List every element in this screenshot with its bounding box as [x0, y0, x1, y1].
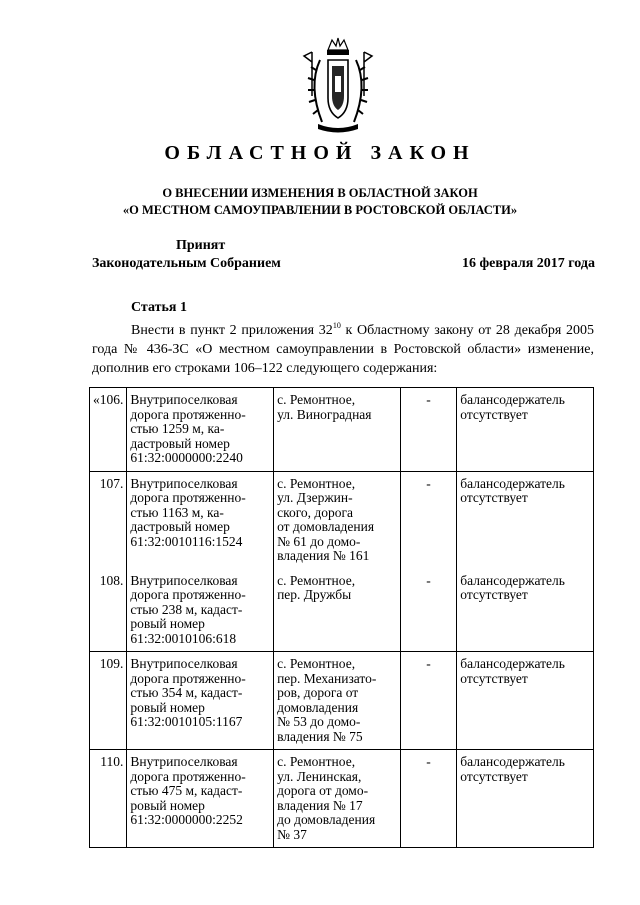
document-subtitle-line-1: О ВНЕСЕНИИ ИЗМЕНЕНИЯ В ОБЛАСТНОЙ ЗАКОН	[162, 186, 478, 200]
holder-line: балансодержатель	[460, 475, 565, 491]
document-title: ОБЛАСТНОЙ ЗАКОН	[164, 142, 476, 164]
roads-table-body	[90, 388, 594, 848]
object-line: Внутрипоселковая	[130, 572, 238, 588]
address-line: пер. Механизато-	[277, 670, 377, 686]
table-row	[90, 388, 594, 472]
row-number: 110.	[100, 754, 124, 769]
object-line: Внутрипоселковая	[130, 656, 238, 671]
address-line: до домовладения	[277, 812, 376, 827]
holder-line: отсутствует	[460, 406, 528, 422]
address-cell	[274, 750, 401, 848]
object-line: стью 238 м, кадаст-	[130, 601, 243, 617]
object-cell	[127, 569, 274, 652]
object-line: дорога протяженно-	[130, 670, 246, 686]
row-number-cell	[90, 471, 127, 569]
holder-cell	[457, 471, 594, 569]
address-cell	[274, 569, 401, 652]
dash-value: -	[426, 754, 431, 769]
object-line: дорога протяженно-	[130, 490, 246, 505]
object-line: 61:32:0000000:2252	[130, 812, 243, 827]
object-line: стью 1259 м, ка-	[130, 421, 225, 436]
holder-cell	[457, 750, 594, 848]
address-line: с. Ремонтное,	[277, 572, 356, 588]
holder-line: отсутствует	[460, 768, 528, 784]
address-line: пер. Дружбы	[277, 587, 352, 602]
dash-value: -	[426, 656, 431, 671]
holder-line: отсутствует	[460, 670, 528, 686]
dash-value: -	[426, 392, 431, 407]
holder-cell	[457, 569, 594, 652]
row-number-cell	[90, 750, 127, 848]
holder-line: отсутствует	[460, 490, 528, 505]
article-text-prefix: Внести в пункт 2 приложения 32	[131, 323, 333, 338]
address-line: дорога от домо-	[277, 783, 369, 798]
dash-cell	[400, 569, 456, 652]
roads-table	[89, 387, 594, 848]
document-subtitle-line-2: «О МЕСТНОМ САМОУПРАВЛЕНИИ В РОСТОВСКОЙ ОБЛАСТИ»	[122, 203, 518, 217]
address-line: ул. Дзержин-	[277, 490, 353, 505]
object-line: Внутрипоселковая	[130, 392, 238, 407]
holder-line: балансодержатель	[460, 392, 565, 407]
dash-value: -	[426, 572, 431, 588]
object-line: Внутрипоселковая	[130, 475, 238, 491]
table-row	[90, 652, 594, 750]
address-line: № 61 до домо-	[277, 533, 361, 549]
object-cell	[127, 652, 274, 750]
object-line: дорога протяженно-	[130, 768, 246, 784]
dash-cell	[400, 471, 456, 569]
table-row	[90, 471, 594, 569]
address-line: с. Ремонтное,	[277, 656, 356, 671]
table-row	[90, 750, 594, 848]
holder-cell	[457, 652, 594, 750]
coat-of-arms-emblem	[298, 36, 378, 136]
object-cell	[127, 471, 274, 569]
holder-line: балансодержатель	[460, 572, 565, 588]
address-line: с. Ремонтное,	[277, 475, 356, 491]
object-cell	[127, 388, 274, 472]
dash-cell	[400, 652, 456, 750]
dash-cell	[400, 750, 456, 848]
object-line: 61:32:0010105:1167	[130, 714, 243, 729]
row-number-cell	[90, 388, 127, 472]
adopted-by: Законодательным Собранием	[92, 256, 281, 271]
row-number: «106.	[93, 392, 124, 407]
holder-line: балансодержатель	[460, 656, 565, 671]
address-line: ул. Виноградная	[277, 406, 372, 422]
object-line: ровый номер	[130, 616, 205, 631]
holder-line: отсутствует	[460, 587, 528, 602]
row-number-cell	[90, 652, 127, 750]
adopted-date: 16 февраля 2017 года	[462, 256, 595, 271]
object-line: дорога протяженно-	[130, 587, 246, 602]
address-line: владения № 161	[277, 548, 370, 563]
row-number-cell	[90, 569, 127, 652]
article-text	[92, 321, 594, 378]
object-line: 61:32:0010116:1524	[130, 533, 243, 549]
address-line: № 37	[277, 826, 307, 842]
dash-value: -	[426, 475, 431, 491]
address-line: с. Ремонтное,	[277, 754, 356, 769]
object-line: дорога протяженно-	[130, 406, 246, 422]
address-cell	[274, 471, 401, 569]
table-row	[90, 569, 594, 652]
object-line: дастровый номер	[130, 519, 230, 534]
row-number: 109.	[99, 656, 124, 671]
adopted-label: Принят	[176, 238, 226, 253]
object-line: стью 475 м, кадаст-	[130, 783, 243, 798]
address-line: домовладения	[277, 699, 359, 715]
row-number: 108.	[99, 572, 124, 588]
object-line: Внутрипоселковая	[130, 754, 238, 769]
dash-cell	[400, 388, 456, 472]
address-line: владения № 17	[277, 797, 363, 813]
object-line: стью 1163 м, ка-	[130, 504, 224, 520]
article-text-superscript: 10	[332, 321, 341, 330]
holder-cell	[457, 388, 594, 472]
article-heading: Статья 1	[131, 300, 187, 315]
holder-line: балансодержатель	[460, 754, 565, 769]
address-line: владения № 75	[277, 728, 363, 744]
address-line: ул. Ленинская,	[277, 768, 362, 784]
address-cell	[274, 388, 401, 472]
article-text-body	[92, 321, 594, 378]
object-cell	[127, 750, 274, 848]
object-line: 61:32:0000000:2240	[130, 450, 243, 465]
object-line: ровый номер	[130, 797, 205, 813]
address-cell	[274, 652, 401, 750]
address-line: ского, дорога	[277, 504, 354, 520]
object-line: дастровый номер	[130, 435, 230, 451]
object-line: ровый номер	[130, 699, 205, 715]
object-line: 61:32:0010106:618	[130, 630, 237, 646]
object-line: стью 354 м, кадаст-	[130, 685, 243, 700]
row-number: 107.	[99, 475, 124, 491]
address-line: № 53 до домо-	[277, 714, 361, 729]
address-line: ров, дорога от	[277, 685, 359, 700]
address-line: от домовладения	[277, 519, 375, 534]
article-text-suffix: к Областному закону от 28 декабря 2005 года № 436-ЗС «О местном самоуправлении в Ростовской области» изменение, дополнив его строками 106–122 следующего содержания:	[92, 323, 594, 376]
address-line: с. Ремонтное,	[277, 392, 356, 407]
